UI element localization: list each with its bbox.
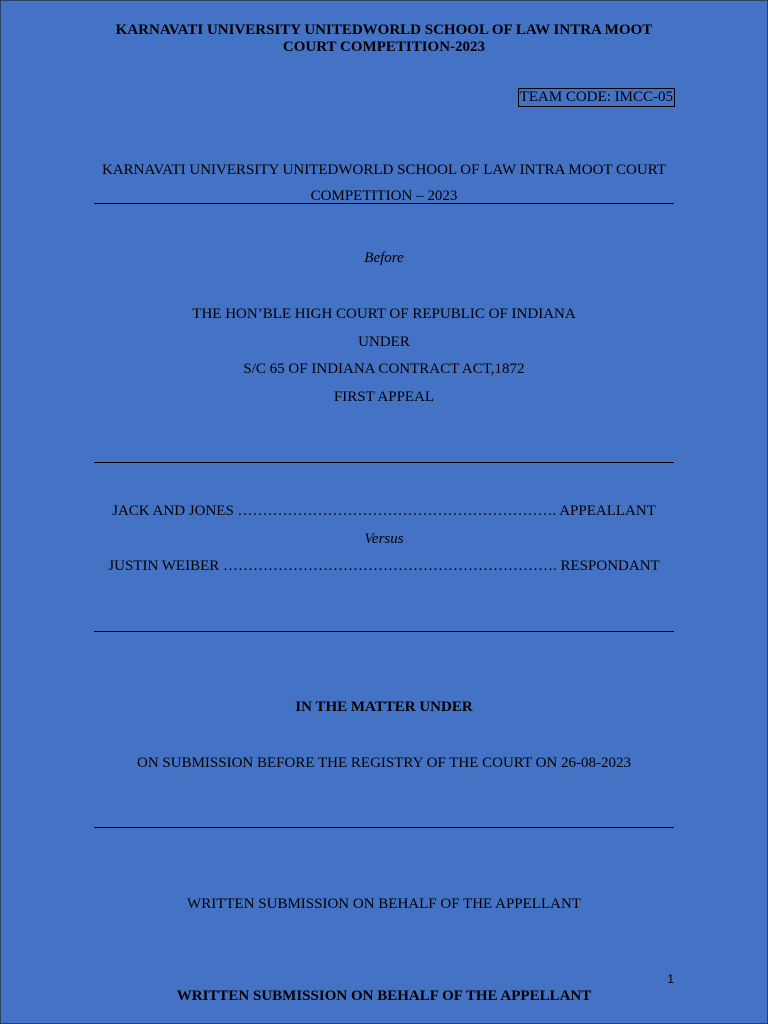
page-number: 1 (667, 972, 674, 986)
page-header-title: KARNAVATI UNIVERSITY UNITEDWORLD SCHOOL OF LAW INTRA MOOT COURT COMPETITION-2023 (115, 22, 653, 55)
appeal-type: FIRST APPEAL (333, 389, 435, 405)
section-reference: S/C 65 OF INDIANA CONTRACT ACT,1872 (243, 361, 525, 377)
divider-1 (94, 462, 674, 463)
under-label: UNDER (358, 334, 410, 350)
versus-label: Versus (364, 531, 404, 547)
appellant-line: JACK AND JONES ………………………………………………………. APPEALLANT (112, 503, 656, 519)
matter-heading: IN THE MATTER UNDER (295, 699, 473, 715)
page-footer: WRITTEN SUBMISSION ON BEHALF OF THE APPELLANT (176, 988, 592, 1004)
before-label: Before (364, 250, 404, 266)
competition-title: KARNAVATI UNIVERSITY UNITEDWORLD SCHOOL OF LAW INTRA MOOT COURT COMPETITION – 2023 (101, 162, 666, 204)
team-code-box: TEAM CODE: IMCC-05 (519, 89, 673, 105)
divider-3 (94, 827, 674, 828)
court-name: THE HON’BLE HIGH COURT OF REPUBLIC OF INDIANA (192, 306, 576, 322)
submission-date-line: ON SUBMISSION BEFORE THE REGISTRY OF THE COURT ON 26-08-2023 (136, 755, 631, 771)
title-underline (94, 203, 674, 204)
respondent-line: JUSTIN WEIBER …………………………………………………………. RESPONDANT (108, 558, 660, 574)
written-submission-title: WRITTEN SUBMISSION ON BEHALF OF THE APPELLANT (187, 896, 581, 912)
divider-2 (94, 631, 674, 632)
